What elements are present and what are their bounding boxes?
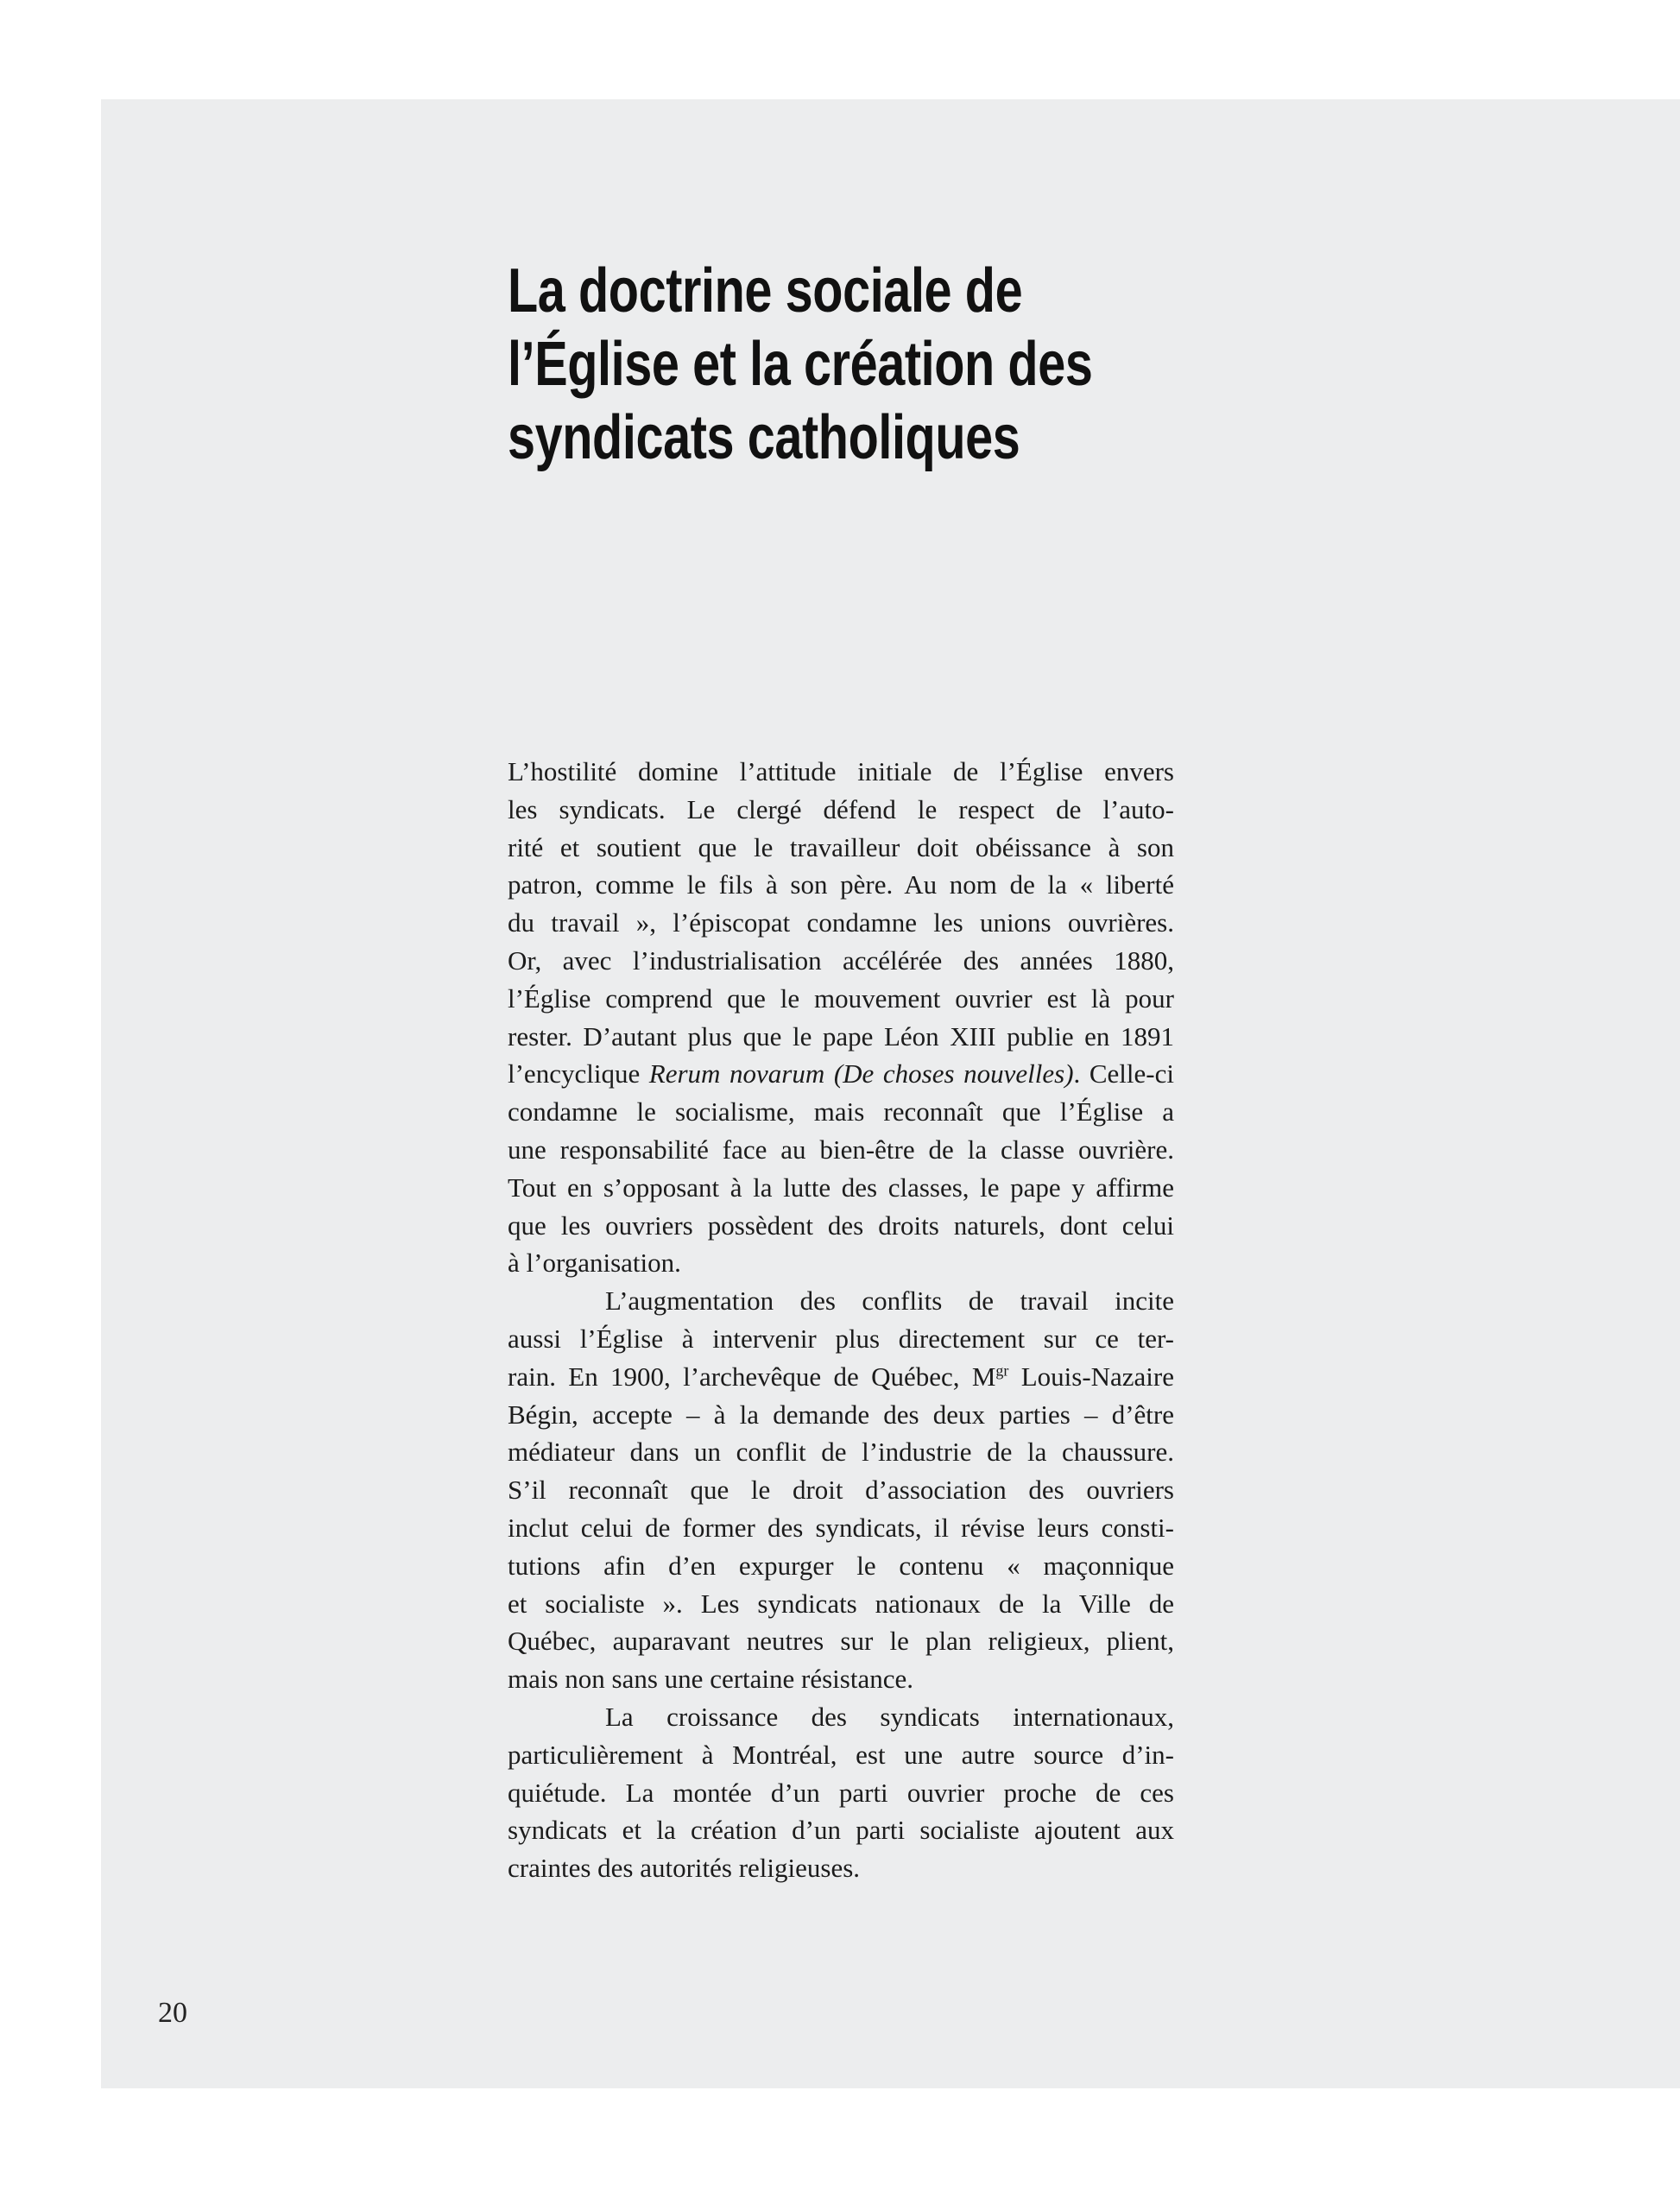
text-line (508, 1055, 1174, 1093)
text-line (508, 1774, 1174, 1812)
text-segment: Tout en s’opposant à la lutte des classes, le pape y affirme (508, 1172, 1174, 1203)
text-segment: Québec, auparavant neutres sur le plan religieux, plient, (508, 1626, 1174, 1657)
text-line (508, 753, 1174, 791)
text-line (508, 1736, 1174, 1774)
text-segment: syndicats et la création d’un parti socialiste ajoutent aux (508, 1815, 1174, 1846)
text-line (508, 1396, 1174, 1434)
text-line (508, 791, 1174, 829)
text-segment: à l’organisation. (508, 1247, 681, 1279)
chapter-title (508, 255, 1092, 475)
text-segment: rité et soutient que le travailleur doit obéissance à son (508, 831, 1174, 862)
text-line (508, 1244, 1174, 1282)
chapter-title-line: syndicats catholiques (508, 403, 1020, 472)
text-segment: Louis-Nazaire (1008, 1361, 1174, 1392)
text-segment: S’il reconnaît que le droit d’association des ouvriers (508, 1475, 1174, 1506)
text-segment: patron, comme le fils à son père. Au nom de la « liberté (508, 869, 1174, 900)
text-segment: aussi l’Église à intervenir plus directement sur ce ter- (508, 1323, 1174, 1354)
text-segment: et socialiste ». Les syndicats nationaux de la Ville de (508, 1588, 1174, 1619)
text-line (508, 1622, 1174, 1660)
text-line (508, 866, 1174, 904)
text-segment: condamne le socialisme, mais reconnaît que l’Église a (508, 1096, 1174, 1127)
text-segment: mais non sans une certaine résistance. (508, 1664, 913, 1695)
text-line (508, 1207, 1174, 1245)
text-line (508, 1433, 1174, 1471)
text-line (508, 829, 1174, 867)
text-segment: rain. En 1900, l’archevêque de Québec, M (508, 1361, 996, 1392)
text-segment: tutions afin d’en expurger le contenu « maçonnique (508, 1550, 1174, 1581)
text-line (508, 1018, 1174, 1056)
text-line (508, 1698, 1174, 1736)
text-line (508, 1320, 1174, 1358)
text-segment: que les ouvriers possèdent des droits naturels, dont celui (508, 1210, 1174, 1241)
superscript-text: gr (995, 1361, 1009, 1380)
text-line (508, 1509, 1174, 1547)
italic-text: Rerum novarum (De choses nouvelles) (648, 1058, 1074, 1090)
text-line (508, 942, 1174, 980)
text-line (508, 1811, 1174, 1849)
text-segment: l’encyclique (508, 1058, 649, 1090)
text-line (508, 1547, 1174, 1585)
text-segment: quiétude. La montée d’un parti ouvrier proche de ces (508, 1777, 1174, 1808)
text-segment: L’hostilité domine l’attitude initiale de l’Église envers (508, 756, 1174, 786)
text-line (508, 1282, 1174, 1320)
text-line (508, 1169, 1174, 1207)
text-segment: La croissance des syndicats internationaux, (605, 1701, 1174, 1732)
text-line (508, 1471, 1174, 1509)
text-segment: Or, avec l’industrialisation accélérée des années 1880, (508, 944, 1174, 976)
text-segment: une responsabilité face au bien-être de la classe ouvrière. (508, 1134, 1174, 1165)
text-segment: l’Église comprend que le mouvement ouvrier est là pour (508, 982, 1174, 1014)
text-line (508, 980, 1174, 1018)
body-text (508, 753, 1174, 1887)
text-segment: inclut celui de former des syndicats, il révise leurs consti- (508, 1512, 1174, 1543)
text-segment: L’augmentation des conflits de travail incite (605, 1285, 1174, 1317)
chapter-title-line: La doctrine sociale de (508, 256, 1023, 325)
text-line (508, 904, 1174, 942)
book-page (101, 99, 1680, 2088)
text-segment: Bégin, accepte – à la demande des deux parties – d’être (508, 1399, 1174, 1430)
text-segment: craintes des autorités religieuses. (508, 1853, 861, 1884)
text-line (508, 1093, 1174, 1131)
text-segment: médiateur dans un conflit de l’industrie de la chaussure. (508, 1437, 1174, 1468)
text-segment: les syndicats. Le clergé défend le respect de l’auto- (508, 793, 1174, 824)
text-segment: . Celle-ci (1073, 1058, 1174, 1090)
page-number: 20 (158, 1997, 187, 2029)
text-segment: particulièrement à Montréal, est une autre source d’in- (508, 1739, 1174, 1770)
text-line (508, 1358, 1174, 1396)
text-segment: du travail », l’épiscopat condamne les unions ouvrières. (508, 907, 1174, 938)
text-line (508, 1660, 1174, 1698)
text-segment: rester. D’autant plus que le pape Léon XIII publie en 1891 (508, 1020, 1174, 1052)
text-line (508, 1585, 1174, 1623)
text-line (508, 1849, 1174, 1887)
chapter-title-line: l’Église et la création des (508, 330, 1093, 399)
text-line (508, 1131, 1174, 1169)
